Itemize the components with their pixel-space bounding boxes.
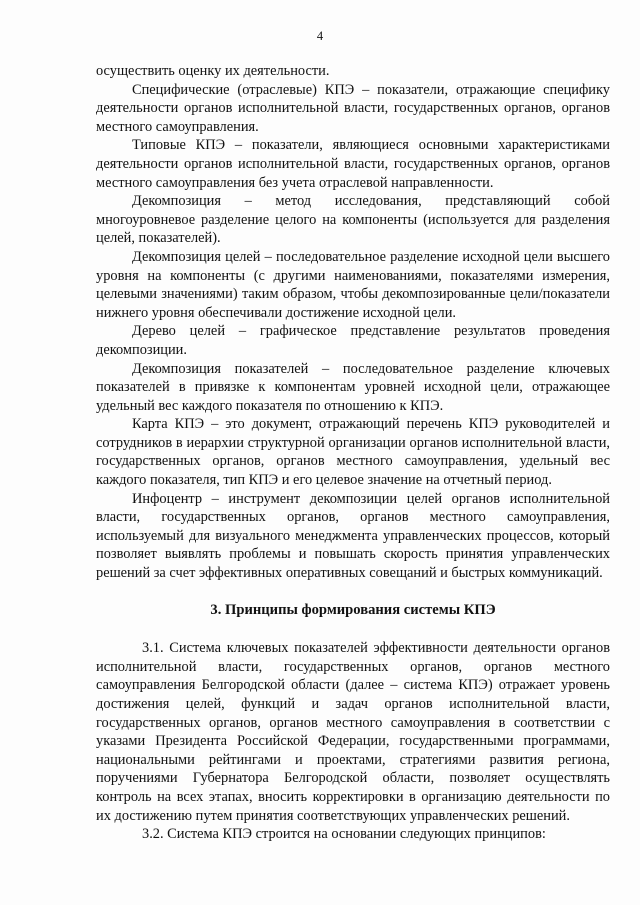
paragraph-kpi-map: Карта КПЭ – это документ, отражающий перечень КПЭ руководителей и сотрудников в иерархии структурной организации органов исполнительной власти, государственных органов, органов местного самоуправления, удельный вес каждого показателя, тип КПЭ и его целевое значение на отчетный период. [96,416,610,489]
paragraph-indicator-decomposition: Декомпозиция показателей – последовательное разделение ключевых показателей в привязке к компонентам уровней исходной цели, отражающее удельный вес каждого показателя по отношению к КПЭ. [96,360,610,414]
section-heading: 3. Принципы формирования системы КПЭ [210,601,496,618]
document-body [96,62,610,844]
paragraph-specific-kpi: Специфические (отраслевые) КПЭ – показатели, отражающие специфику деятельности органов исполнительной власти, государственных органов, органов местного самоуправления. [96,81,610,135]
paragraph-goal-decomposition: Декомпозиция целей – последовательное разделение исходной цели высшего уровня на компоненты (с другими наименованиями, показателями измерения, целевыми значениями) таким образом, чтобы декомпозированные цели/показатели нижнего уровня обеспечивали достижение исходной цели. [96,248,610,321]
paragraph-3-2: 3.2. Система КПЭ строится на основании следующих принципов: [142,826,546,843]
paragraph-goal-tree: Дерево целей – графическое представление результатов проведения декомпозиции. [96,323,610,358]
paragraph-continuation: осуществить оценку их деятельности. [96,63,330,79]
paragraph-typical-kpi: Типовые КПЭ – показатели, являющиеся основными характеристиками деятельности органов исполнительной власти, государственных органов, органов местного самоуправления без учета отраслевой направленности. [96,137,610,191]
page-number: 4 [316,29,324,43]
paragraph-3-1: 3.1. Система ключевых показателей эффективности деятельности органов исполнительной власти, государственных органов, органов местного самоуправления Белгородской области (далее – система КПЭ) отражает уровень достижения целей, функций и задач органов исполнительной власти, государственных органов, органов местного самоуправления в соответствии с указами Президента Российской Федерации, государственными программами, национальными рейтингами и проектами, стратегиями развития региона, поручениями Губернатора Белгородской области, позволяет осуществлять контроль на всех этапах, вносить корректировки в организацию деятельности по их достижению путем принятия соответствующих управленческих решений. [96,640,610,824]
paragraph-decomposition: Декомпозиция – метод исследования, представляющий собой многоуровневое разделение целого на компоненты (используется для разделения целей, показателей). [96,193,610,247]
paragraph-infocenter: Инфоцентр – инструмент декомпозиции целей органов исполнительной власти, государственных органов, органов местного самоуправления, используемый для визуального менеджмента управленческих процессов, который позволяет выявлять проблемы и повышать скорость принятия управленческих решений за счет эффективных оперативных совещаний и быстрых коммуникаций. [96,490,610,582]
